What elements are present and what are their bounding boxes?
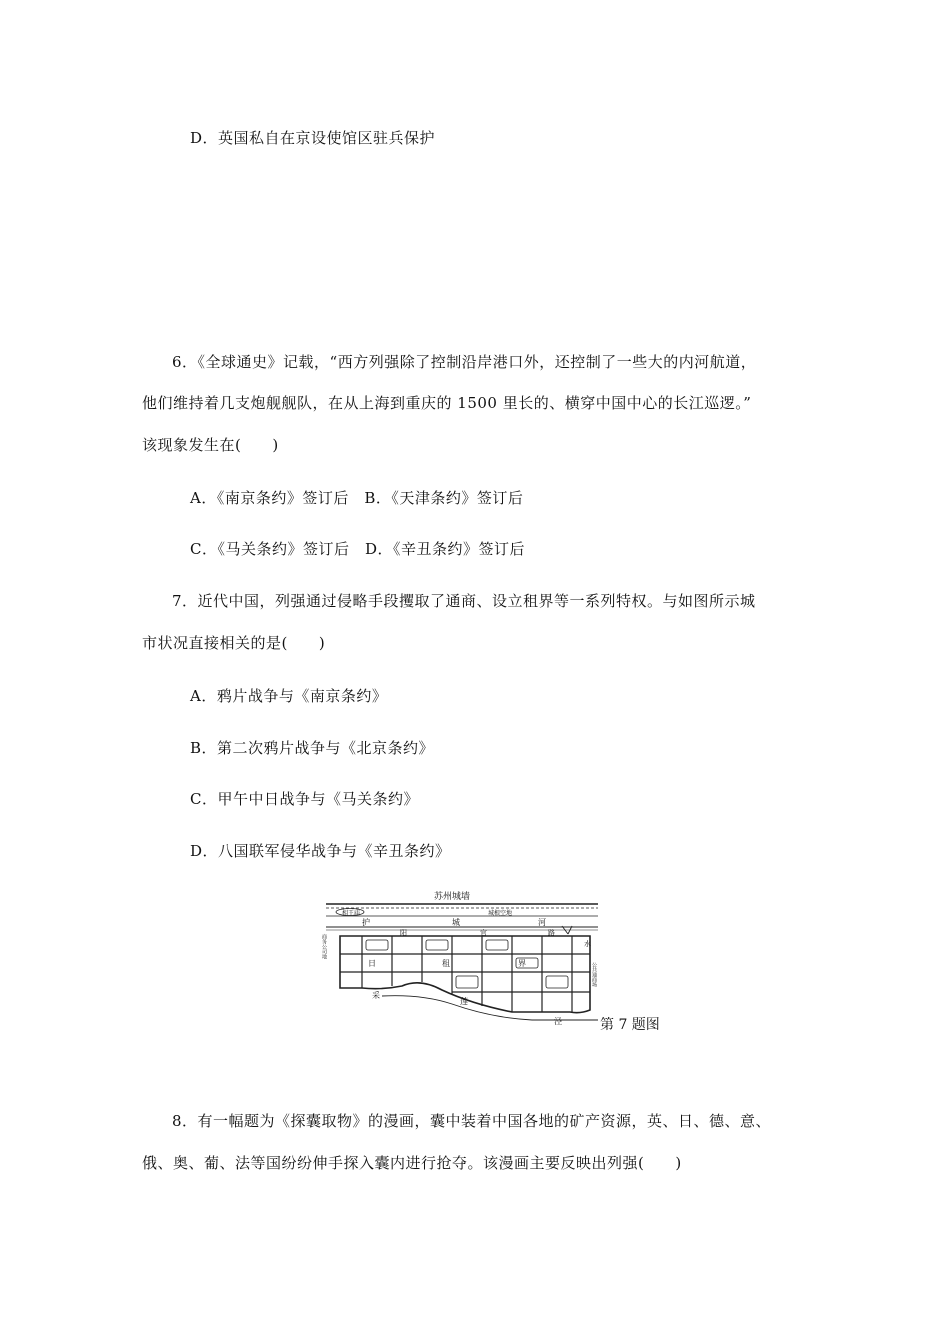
q7-stem-line1: 7．近代中国，列强通过侵略手段攫取了通商、设立租界等一系列特权。与如图所示城 bbox=[172, 592, 756, 610]
q7-option-a: A．鸦片战争与《南京条约》 bbox=[190, 687, 388, 705]
q7-option-d: D．八国联军侵华战争与《辛丑条约》 bbox=[190, 842, 451, 860]
q6-stem-line2: 他们维持着几支炮舰舰队，在从上海到重庆的 1500 里长的、横穿中国中心的长江巡逻。” bbox=[142, 394, 752, 412]
label-zu: 租 bbox=[442, 959, 450, 968]
q8-stem-line2: 俄、奥、葡、法等国纷纷伸手探入囊内进行抢夺。该漫画主要反映出列强( ) bbox=[142, 1154, 682, 1172]
label-city-wall: 苏州城墙 bbox=[434, 892, 471, 902]
q7-option-c: C．甲午中日战争与《马关条约》 bbox=[190, 790, 419, 808]
q6-stem-line1: 6．《全球通史》记载，“西方列强除了控制沿岸港口外，还控制了一些大的内河航道， bbox=[172, 353, 757, 371]
label-lian: 莲 bbox=[460, 997, 468, 1006]
q7-option-b: B．第二次鸦片战争与《北京条约》 bbox=[190, 739, 435, 757]
figure-caption: 第 7 题图 bbox=[600, 1017, 660, 1033]
label-temple: 相王庙 bbox=[342, 910, 361, 917]
q8-stem-line1: 8．有一幅题为《探囊取物》的漫画，囊中装着中国各地的矿产资源，英、日、德、意、 bbox=[172, 1112, 772, 1130]
label-road-yang: 阳 bbox=[400, 929, 407, 937]
suzhou-concession-map bbox=[322, 886, 602, 1026]
q5-option-d: D．英国私自在京设使馆区驻兵保护 bbox=[190, 129, 436, 147]
label-right-note: 公共通商场 bbox=[591, 962, 597, 987]
label-moat-he: 河 bbox=[538, 918, 546, 927]
label-left-note: 商务公司地 bbox=[321, 934, 327, 959]
label-shui: 水 bbox=[584, 940, 591, 948]
q6-options-cd: C．《马关条约》签订后 D．《辛丑条约》签订后 bbox=[190, 540, 526, 558]
label-jing: 泾 bbox=[554, 1017, 562, 1026]
q6-stem-line3: 该现象发生在( ) bbox=[142, 436, 279, 454]
label-moat-hu: 护 bbox=[362, 918, 370, 927]
label-road-lu: 路 bbox=[548, 929, 555, 937]
label-vacant: 城根空地 bbox=[488, 910, 513, 917]
label-moat-cheng: 城 bbox=[452, 918, 460, 927]
q7-stem-line2: 市状况直接相关的是( ) bbox=[142, 634, 326, 652]
label-road-guan: 官 bbox=[480, 929, 487, 937]
label-cai: 采 bbox=[372, 991, 380, 1000]
q6-options-ab: A．《南京条约》签订后 B．《天津条约》签订后 bbox=[190, 489, 524, 507]
label-jie: 界 bbox=[518, 959, 526, 968]
label-ri: 日 bbox=[368, 959, 376, 968]
